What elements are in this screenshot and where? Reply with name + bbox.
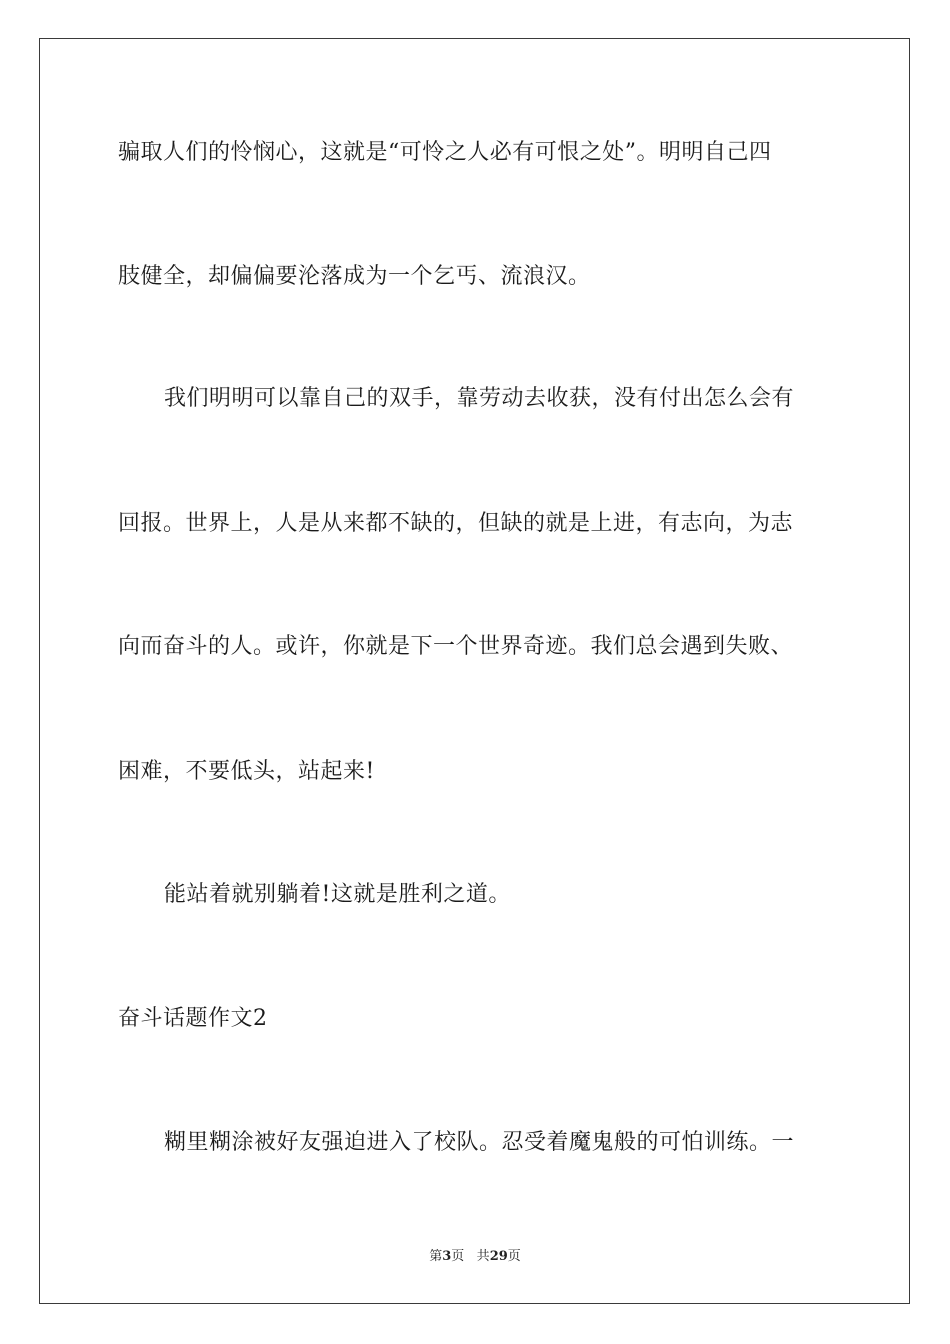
page-prefix: 第 (429, 1249, 443, 1264)
total-suffix: 页 (507, 1249, 521, 1264)
page-footer (0, 1245, 950, 1264)
paragraph-first-line: 糊里糊涂被好友强迫进入了校队。忍受着魔鬼般的可怕训练。一 (164, 1130, 795, 1155)
text-line: 回报。世界上，人是从来都不缺的，但缺的就是上进，有志向，为志 (118, 511, 794, 536)
text-line: 肢健全，却偏偏要沦落成为一个乞丐、流浪汉。 (118, 264, 591, 289)
paragraph-first-line: 能站着就别躺着!这就是胜利之道。 (164, 882, 511, 907)
section-heading: 奋斗话题作文2 (118, 1006, 268, 1031)
paragraph-first-line: 我们明明可以靠自己的双手，靠劳动去收获，没有付出怎么会有 (164, 386, 795, 411)
total-prefix: 共 (476, 1249, 490, 1264)
total-pages: 29 (489, 1249, 508, 1264)
text-line: 困难，不要低头，站起来! (118, 759, 375, 784)
page-frame (39, 38, 910, 1304)
page-number: 3 (442, 1249, 452, 1264)
text-line: 向而奋斗的人。或许，你就是下一个世界奇迹。我们总会遇到失败、 (118, 634, 794, 659)
text-line: 骗取人们的怜悯心，这就是“可怜之人必有可恨之处”。明明自己四 (118, 140, 772, 165)
page-suffix: 页 (451, 1249, 465, 1264)
